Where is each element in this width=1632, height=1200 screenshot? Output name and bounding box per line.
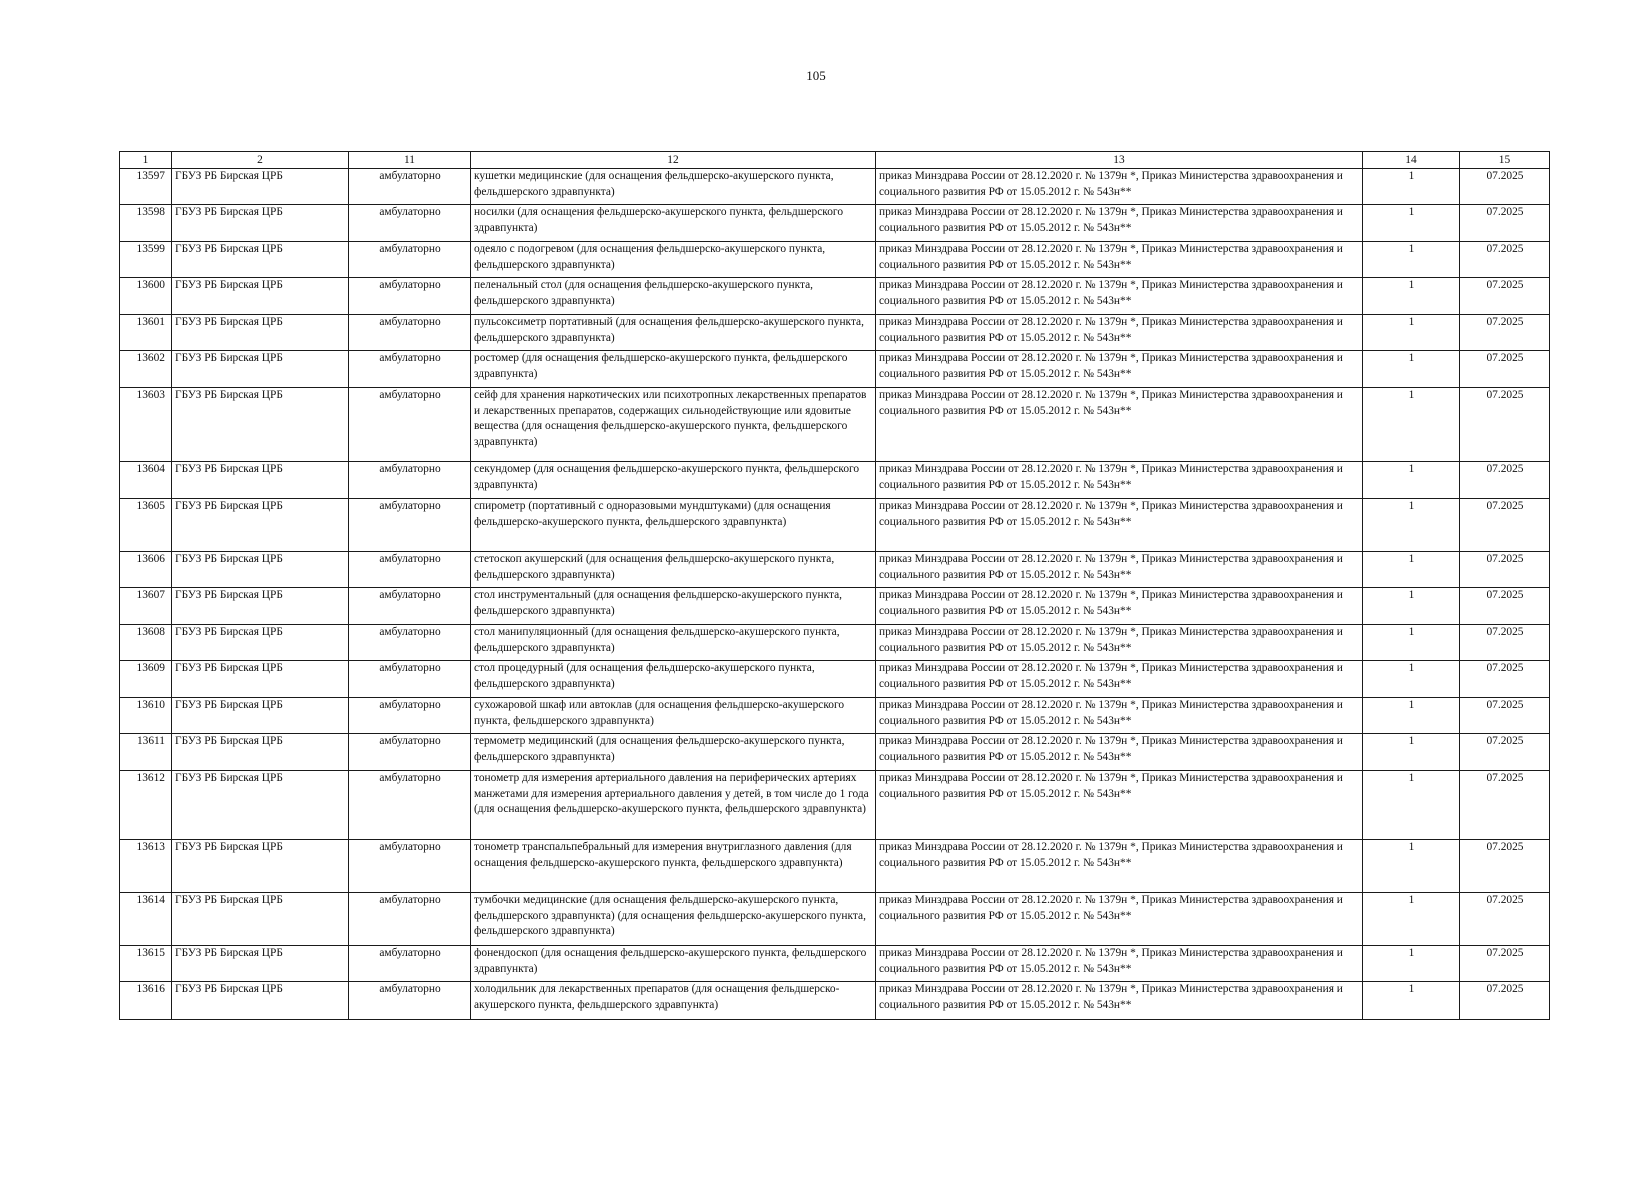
equipment-item-cell: сухожаровой шкаф или автоклав (для оснащения фельдшерско-акушерского пункта, фельдшерского здравпункта) (471, 698, 876, 734)
legal-basis-cell: приказ Минздрава России от 28.12.2020 г. № 1379н *, Приказ Министерства здравоохранения и социального развития РФ от 15.05.2012 г. № 543н** (876, 552, 1363, 588)
quantity-cell: 1 (1363, 771, 1460, 840)
row-number: 13600 (120, 278, 172, 315)
row-number: 13598 (120, 205, 172, 242)
column-header: 11 (349, 152, 471, 169)
equipment-item-cell: одеяло с подогревом (для оснащения фельдшерско-акушерского пункта, фельдшерского здравпункта) (471, 242, 876, 278)
quantity-cell: 1 (1363, 169, 1460, 205)
quantity-cell: 1 (1363, 552, 1460, 588)
organization-cell: ГБУЗ РБ Бирская ЦРБ (172, 388, 349, 462)
organization-cell: ГБУЗ РБ Бирская ЦРБ (172, 242, 349, 278)
care-condition-cell: амбулаторно (349, 169, 471, 205)
organization-cell: ГБУЗ РБ Бирская ЦРБ (172, 205, 349, 242)
legal-basis-cell: приказ Минздрава России от 28.12.2020 г. № 1379н *, Приказ Министерства здравоохранения и социального развития РФ от 15.05.2012 г. № 543н** (876, 315, 1363, 351)
table-row (120, 462, 1550, 499)
care-condition-cell: амбулаторно (349, 946, 471, 982)
date-cell: 07.2025 (1460, 982, 1550, 1020)
row-number: 13601 (120, 315, 172, 351)
date-cell: 07.2025 (1460, 698, 1550, 734)
date-cell: 07.2025 (1460, 388, 1550, 462)
organization-cell: ГБУЗ РБ Бирская ЦРБ (172, 351, 349, 388)
legal-basis-cell: приказ Минздрава России от 28.12.2020 г. № 1379н *, Приказ Министерства здравоохранения и социального развития РФ от 15.05.2012 г. № 543н** (876, 242, 1363, 278)
table-row (120, 278, 1550, 315)
row-number: 13609 (120, 661, 172, 698)
date-cell: 07.2025 (1460, 169, 1550, 205)
quantity-cell: 1 (1363, 734, 1460, 771)
legal-basis-cell: приказ Минздрава России от 28.12.2020 г. № 1379н *, Приказ Министерства здравоохранения и социального развития РФ от 15.05.2012 г. № 543н** (876, 661, 1363, 698)
date-cell: 07.2025 (1460, 625, 1550, 661)
row-number: 13603 (120, 388, 172, 462)
date-cell: 07.2025 (1460, 946, 1550, 982)
organization-cell: ГБУЗ РБ Бирская ЦРБ (172, 278, 349, 315)
equipment-table (119, 151, 1550, 1020)
table-row (120, 315, 1550, 351)
organization-cell: ГБУЗ РБ Бирская ЦРБ (172, 552, 349, 588)
care-condition-cell: амбулаторно (349, 388, 471, 462)
quantity-cell: 1 (1363, 205, 1460, 242)
column-header: 1 (120, 152, 172, 169)
row-number: 13610 (120, 698, 172, 734)
quantity-cell: 1 (1363, 661, 1460, 698)
organization-cell: ГБУЗ РБ Бирская ЦРБ (172, 893, 349, 946)
legal-basis-cell: приказ Минздрава России от 28.12.2020 г. № 1379н *, Приказ Министерства здравоохранения и социального развития РФ от 15.05.2012 г. № 543н** (876, 499, 1363, 552)
row-number: 13606 (120, 552, 172, 588)
date-cell: 07.2025 (1460, 351, 1550, 388)
quantity-cell: 1 (1363, 625, 1460, 661)
equipment-item-cell: холодильник для лекарственных препаратов (для оснащения фельдшерско-акушерского пункта, фельдшерского здравпункта) (471, 982, 876, 1020)
equipment-item-cell: термометр медицинский (для оснащения фельдшерско-акушерского пункта, фельдшерского здравпункта) (471, 734, 876, 771)
date-cell: 07.2025 (1460, 661, 1550, 698)
quantity-cell: 1 (1363, 315, 1460, 351)
quantity-cell: 1 (1363, 982, 1460, 1020)
organization-cell: ГБУЗ РБ Бирская ЦРБ (172, 315, 349, 351)
page-number: 105 (806, 68, 826, 83)
legal-basis-cell: приказ Минздрава России от 28.12.2020 г. № 1379н *, Приказ Министерства здравоохранения и социального развития РФ от 15.05.2012 г. № 543н** (876, 771, 1363, 840)
column-header: 15 (1460, 152, 1550, 169)
date-cell: 07.2025 (1460, 771, 1550, 840)
date-cell: 07.2025 (1460, 588, 1550, 625)
equipment-item-cell: носилки (для оснащения фельдшерско-акушерского пункта, фельдшерского здравпункта) (471, 205, 876, 242)
care-condition-cell: амбулаторно (349, 499, 471, 552)
row-number: 13616 (120, 982, 172, 1020)
care-condition-cell: амбулаторно (349, 734, 471, 771)
quantity-cell: 1 (1363, 946, 1460, 982)
care-condition-cell: амбулаторно (349, 315, 471, 351)
table-row (120, 169, 1550, 205)
row-number: 13614 (120, 893, 172, 946)
header-row (120, 152, 1550, 169)
care-condition-cell: амбулаторно (349, 462, 471, 499)
table-row (120, 698, 1550, 734)
date-cell: 07.2025 (1460, 552, 1550, 588)
care-condition-cell: амбулаторно (349, 893, 471, 946)
care-condition-cell: амбулаторно (349, 242, 471, 278)
quantity-cell: 1 (1363, 499, 1460, 552)
date-cell: 07.2025 (1460, 278, 1550, 315)
legal-basis-cell: приказ Минздрава России от 28.12.2020 г. № 1379н *, Приказ Министерства здравоохранения и социального развития РФ от 15.05.2012 г. № 543н** (876, 388, 1363, 462)
quantity-cell: 1 (1363, 893, 1460, 946)
organization-cell: ГБУЗ РБ Бирская ЦРБ (172, 840, 349, 893)
equipment-item-cell: стетоскоп акушерский (для оснащения фельдшерско-акушерского пункта, фельдшерского здравпункта) (471, 552, 876, 588)
table-row (120, 946, 1550, 982)
table-row (120, 625, 1550, 661)
table-body (120, 169, 1550, 1020)
legal-basis-cell: приказ Минздрава России от 28.12.2020 г. № 1379н *, Приказ Министерства здравоохранения и социального развития РФ от 15.05.2012 г. № 543н** (876, 840, 1363, 893)
equipment-item-cell: фонендоскоп (для оснащения фельдшерско-акушерского пункта, фельдшерского здравпункта) (471, 946, 876, 982)
care-condition-cell: амбулаторно (349, 840, 471, 893)
equipment-item-cell: пеленальный стол (для оснащения фельдшерско-акушерского пункта, фельдшерского здравпункта) (471, 278, 876, 315)
row-number: 13607 (120, 588, 172, 625)
organization-cell: ГБУЗ РБ Бирская ЦРБ (172, 499, 349, 552)
legal-basis-cell: приказ Минздрава России от 28.12.2020 г. № 1379н *, Приказ Министерства здравоохранения и социального развития РФ от 15.05.2012 г. № 543н** (876, 698, 1363, 734)
legal-basis-cell: приказ Минздрава России от 28.12.2020 г. № 1379н *, Приказ Министерства здравоохранения и социального развития РФ от 15.05.2012 г. № 543н** (876, 351, 1363, 388)
date-cell: 07.2025 (1460, 840, 1550, 893)
organization-cell: ГБУЗ РБ Бирская ЦРБ (172, 169, 349, 205)
quantity-cell: 1 (1363, 462, 1460, 499)
care-condition-cell: амбулаторно (349, 698, 471, 734)
quantity-cell: 1 (1363, 351, 1460, 388)
equipment-table-container (119, 151, 1549, 1020)
care-condition-cell: амбулаторно (349, 351, 471, 388)
care-condition-cell: амбулаторно (349, 205, 471, 242)
equipment-item-cell: секундомер (для оснащения фельдшерско-акушерского пункта, фельдшерского здравпункта) (471, 462, 876, 499)
table-row (120, 499, 1550, 552)
legal-basis-cell: приказ Минздрава России от 28.12.2020 г. № 1379н *, Приказ Министерства здравоохранения и социального развития РФ от 15.05.2012 г. № 543н** (876, 625, 1363, 661)
organization-cell: ГБУЗ РБ Бирская ЦРБ (172, 771, 349, 840)
equipment-item-cell: пульсоксиметр портативный (для оснащения фельдшерско-акушерского пункта, фельдшерского здравпункта) (471, 315, 876, 351)
legal-basis-cell: приказ Минздрава России от 28.12.2020 г. № 1379н *, Приказ Министерства здравоохранения и социального развития РФ от 15.05.2012 г. № 543н** (876, 893, 1363, 946)
care-condition-cell: амбулаторно (349, 982, 471, 1020)
table-row (120, 734, 1550, 771)
equipment-item-cell: ростомер (для оснащения фельдшерско-акушерского пункта, фельдшерского здравпункта) (471, 351, 876, 388)
date-cell: 07.2025 (1460, 499, 1550, 552)
column-header: 2 (172, 152, 349, 169)
care-condition-cell: амбулаторно (349, 625, 471, 661)
date-cell: 07.2025 (1460, 462, 1550, 499)
organization-cell: ГБУЗ РБ Бирская ЦРБ (172, 462, 349, 499)
organization-cell: ГБУЗ РБ Бирская ЦРБ (172, 661, 349, 698)
date-cell: 07.2025 (1460, 242, 1550, 278)
care-condition-cell: амбулаторно (349, 771, 471, 840)
table-row (120, 771, 1550, 840)
quantity-cell: 1 (1363, 242, 1460, 278)
row-number: 13608 (120, 625, 172, 661)
table-row (120, 588, 1550, 625)
row-number: 13604 (120, 462, 172, 499)
row-number: 13613 (120, 840, 172, 893)
equipment-item-cell: сейф для хранения наркотических или психотропных лекарственных препаратов и лекарственных препаратов, содержащих сильнодействующие или ядовитые вещества (для оснащения фельдшерско-акушерского пункта, фельдшерского здравпункта) (471, 388, 876, 462)
table-row (120, 205, 1550, 242)
legal-basis-cell: приказ Минздрава России от 28.12.2020 г. № 1379н *, Приказ Министерства здравоохранения и социального развития РФ от 15.05.2012 г. № 543н** (876, 982, 1363, 1020)
equipment-item-cell: тонометр транспальпебральный для измерения внутриглазного давления (для оснащения фельдшерско-акушерского пункта, фельдшерского здравпункта) (471, 840, 876, 893)
equipment-item-cell: кушетки медицинские (для оснащения фельдшерско-акушерского пункта, фельдшерского здравпункта) (471, 169, 876, 205)
table-row (120, 242, 1550, 278)
row-number: 13605 (120, 499, 172, 552)
legal-basis-cell: приказ Минздрава России от 28.12.2020 г. № 1379н *, Приказ Министерства здравоохранения и социального развития РФ от 15.05.2012 г. № 543н** (876, 169, 1363, 205)
quantity-cell: 1 (1363, 278, 1460, 315)
equipment-item-cell: стол инструментальный (для оснащения фельдшерско-акушерского пункта, фельдшерского здравпункта) (471, 588, 876, 625)
column-header: 14 (1363, 152, 1460, 169)
care-condition-cell: амбулаторно (349, 661, 471, 698)
organization-cell: ГБУЗ РБ Бирская ЦРБ (172, 588, 349, 625)
date-cell: 07.2025 (1460, 205, 1550, 242)
equipment-item-cell: тонометр для измерения артериального давления на периферических артериях манжетами для измерения артериального давления у детей, в том числе до 1 года (для оснащения фельдшерско-акушерского пункта, фельдшерского здравпункта) (471, 771, 876, 840)
quantity-cell: 1 (1363, 388, 1460, 462)
equipment-item-cell: стол процедурный (для оснащения фельдшерско-акушерского пункта, фельдшерского здравпункта) (471, 661, 876, 698)
quantity-cell: 1 (1363, 588, 1460, 625)
care-condition-cell: амбулаторно (349, 278, 471, 315)
legal-basis-cell: приказ Минздрава России от 28.12.2020 г. № 1379н *, Приказ Министерства здравоохранения и социального развития РФ от 15.05.2012 г. № 543н** (876, 205, 1363, 242)
column-header: 12 (471, 152, 876, 169)
date-cell: 07.2025 (1460, 315, 1550, 351)
row-number: 13611 (120, 734, 172, 771)
legal-basis-cell: приказ Минздрава России от 28.12.2020 г. № 1379н *, Приказ Министерства здравоохранения и социального развития РФ от 15.05.2012 г. № 543н** (876, 734, 1363, 771)
care-condition-cell: амбулаторно (349, 552, 471, 588)
organization-cell: ГБУЗ РБ Бирская ЦРБ (172, 946, 349, 982)
table-row (120, 893, 1550, 946)
table-row (120, 351, 1550, 388)
row-number: 13599 (120, 242, 172, 278)
legal-basis-cell: приказ Минздрава России от 28.12.2020 г. № 1379н *, Приказ Министерства здравоохранения и социального развития РФ от 15.05.2012 г. № 543н** (876, 462, 1363, 499)
organization-cell: ГБУЗ РБ Бирская ЦРБ (172, 982, 349, 1020)
organization-cell: ГБУЗ РБ Бирская ЦРБ (172, 698, 349, 734)
column-header: 13 (876, 152, 1363, 169)
table-row (120, 552, 1550, 588)
legal-basis-cell: приказ Минздрава России от 28.12.2020 г. № 1379н *, Приказ Министерства здравоохранения и социального развития РФ от 15.05.2012 г. № 543н** (876, 588, 1363, 625)
quantity-cell: 1 (1363, 840, 1460, 893)
quantity-cell: 1 (1363, 698, 1460, 734)
row-number: 13612 (120, 771, 172, 840)
date-cell: 07.2025 (1460, 734, 1550, 771)
row-number: 13615 (120, 946, 172, 982)
organization-cell: ГБУЗ РБ Бирская ЦРБ (172, 625, 349, 661)
date-cell: 07.2025 (1460, 893, 1550, 946)
equipment-item-cell: стол манипуляционный (для оснащения фельдшерско-акушерского пункта, фельдшерского здравпункта) (471, 625, 876, 661)
table-row (120, 661, 1550, 698)
equipment-item-cell: спирометр (портативный с одноразовыми мундштуками) (для оснащения фельдшерско-акушерского пункта, фельдшерского здравпункта) (471, 499, 876, 552)
legal-basis-cell: приказ Минздрава России от 28.12.2020 г. № 1379н *, Приказ Министерства здравоохранения и социального развития РФ от 15.05.2012 г. № 543н** (876, 946, 1363, 982)
table-row (120, 388, 1550, 462)
row-number: 13602 (120, 351, 172, 388)
equipment-item-cell: тумбочки медицинские (для оснащения фельдшерско-акушерского пункта, фельдшерского здравпункта) (для оснащения фельдшерско-акушерского пункта, фельдшерского здравпункта) (471, 893, 876, 946)
legal-basis-cell: приказ Минздрава России от 28.12.2020 г. № 1379н *, Приказ Министерства здравоохранения и социального развития РФ от 15.05.2012 г. № 543н** (876, 278, 1363, 315)
row-number: 13597 (120, 169, 172, 205)
organization-cell: ГБУЗ РБ Бирская ЦРБ (172, 734, 349, 771)
care-condition-cell: амбулаторно (349, 588, 471, 625)
table-row (120, 982, 1550, 1020)
table-row (120, 840, 1550, 893)
